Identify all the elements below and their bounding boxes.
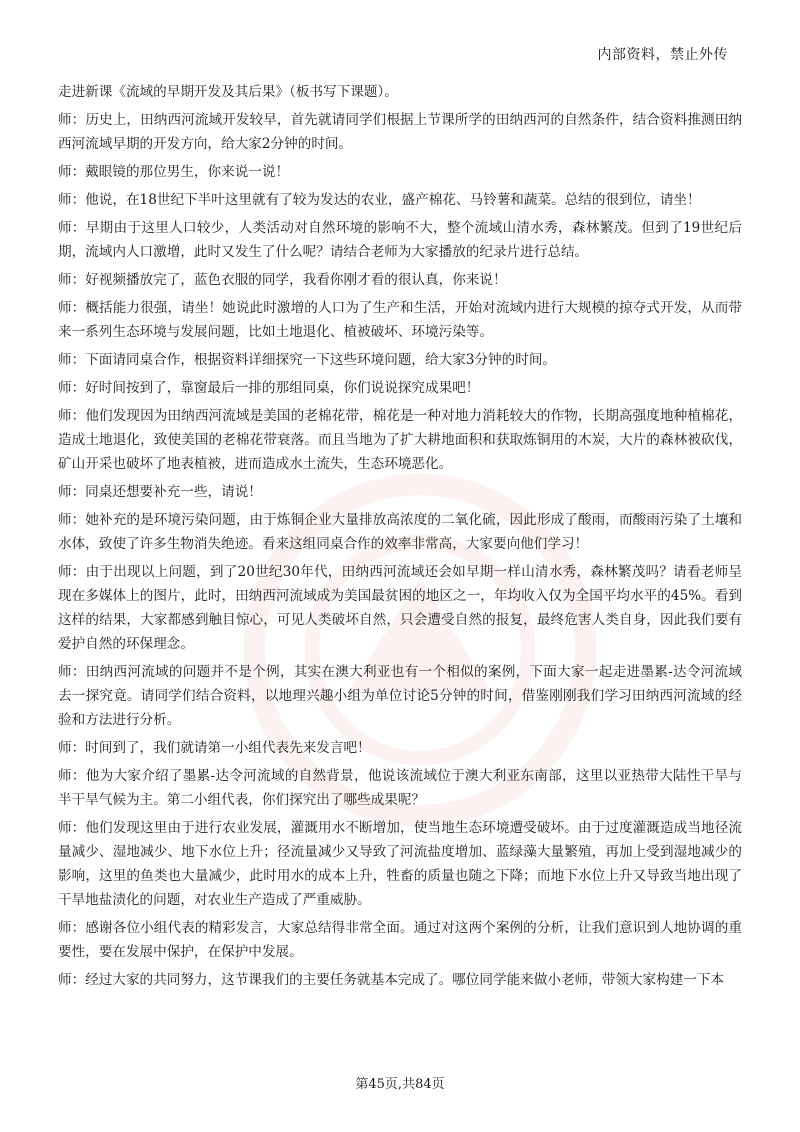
paragraph: 师：同桌还想要补充一些，请说！	[58, 484, 262, 500]
paragraph: 走进新课《流域的早期开发及其后果》（板书写下课题）。	[58, 84, 398, 100]
paragraph: 师：他为大家介绍了墨累-达令河流域的自然背景，他说该流域位于澳大利亚东南部，这里以亚热带大陆性干旱与半干旱气候为主。第二小组代表，你们探究出了哪些成果呢？	[58, 768, 742, 808]
paragraph: 师：下面请同桌合作，根据资料详细探究一下这些环境问题，给大家3分钟的时间。	[58, 352, 557, 368]
paragraph: 师：概括能力很强，请坐！她说此时激增的人口为了生产和生活，开始对流域内进行大规模的掠夺式开发，从而带来一系列生态环境与发展问题，比如土地退化、植被破坏、环境污染等。	[58, 300, 742, 340]
paragraph: 师：时间到了，我们就请第一小组代表先来发言吧！	[58, 740, 371, 756]
paragraph: 师：经过大家的共同努力，这节课我们的主要任务就基本完成了。哪位同学能来做小老师，带领大家构建一下本	[58, 972, 725, 988]
paragraph: 师：早期由于这里人口较少，人类活动对自然环境的影响不大，整个流域山清水秀，森林繁茂。但到了19世纪后期，流域内人口激增，此时又发生了什么呢？请结合老师为大家播放的纪录片进行总结。	[58, 220, 742, 260]
paragraph: 师：好时间按到了，靠窗最后一排的那组同桌，你们说说探究成果吧！	[58, 380, 480, 396]
header-notice: 内部资料，禁止外传	[597, 47, 728, 63]
paragraph: 师：戴眼镜的那位男生，你来说一说！	[58, 164, 290, 180]
paragraph: 师：感谢各位小组代表的精彩发言，大家总结得非常全面。通过对这两个案例的分析，让我们意识到人地协调的重要性，要在发展中保护，在保护中发展。	[58, 920, 742, 960]
paragraph: 师：他们发现因为田纳西河流域是美国的老棉花带，棉花是一种对地力消耗较大的作物，长期高强度地种植棉花，造成土地退化，致使美国的老棉花带衰落。而且当地为了扩大耕地面积和获取炼铜用的木炭，大片的森林被砍伐，矿山开采也破坏了地表植被，进而造成水土流失，生态环境恶化。	[58, 408, 742, 472]
paragraph: 师：好视频播放完了，蓝色衣服的同学，我看你刚才看的很认真，你来说！	[58, 272, 507, 288]
paragraph: 师：由于出现以上问题，到了20世纪30年代，田纳西河流域还会如早期一样山清水秀，森林繁茂吗？请看老师呈现在多媒体上的图片，此时，田纳西河流域成为美国最贫困的地区之一，年均收入仅为全国平均水平的45%。看到这样的结果，大家都感到触目惊心，可见人类破坏自然，只会遭受自然的报复，最终危害人类自身，因此我们要有爱护自然的环保理念。	[58, 564, 742, 652]
paragraph: 师：他说，在18世纪下半叶这里就有了较为发达的农业，盛产棉花、马铃薯和蔬菜。总结的很到位，请坐！	[58, 192, 701, 208]
paragraph: 师：他们发现这里由于进行农业发展，灌溉用水不断增加，使当地生态环境遭受破坏。由于过度灌溉造成当地径流量减少、湿地减少、地下水位上升；径流量减少又导致了河流盐度增加、蓝绿藻大量繁殖，再加上受到湿地减少的影响，这里的鱼类也大量减少，此时用水的成本上升，牲畜的质量也随之下降；而地下水位上升又导致当地出现了干旱地盐渍化的问题，对农业生产造成了严重威胁。	[58, 820, 742, 908]
page-number: 第45页,共84页	[355, 1077, 445, 1092]
paragraph: 师：历史上，田纳西河流域开发较早，首先就请同学们根据上节课所学的田纳西河的自然条件，结合资料推测田纳西河流域早期的开发方向，给大家2分钟的时间。	[58, 112, 742, 152]
paragraph: 师：田纳西河流域的问题并不是个例，其实在澳大利亚也有一个相似的案例，下面大家一起走进墨累-达令河流域去一探究竟。请同学们结合资料，以地理兴趣小组为单位讨论5分钟的时间，借鉴刚刚我们学习田纳西河流域的经验和方法进行分析。	[58, 664, 742, 728]
paragraph: 师：她补充的是环境污染问题，由于炼铜企业大量排放高浓度的二氧化硫，因此形成了酸雨，而酸雨污染了土壤和水体，致使了许多生物消失绝迹。看来这组同桌合作的效率非常高，大家要向他们学习！	[58, 512, 742, 552]
document-body	[58, 80, 742, 996]
